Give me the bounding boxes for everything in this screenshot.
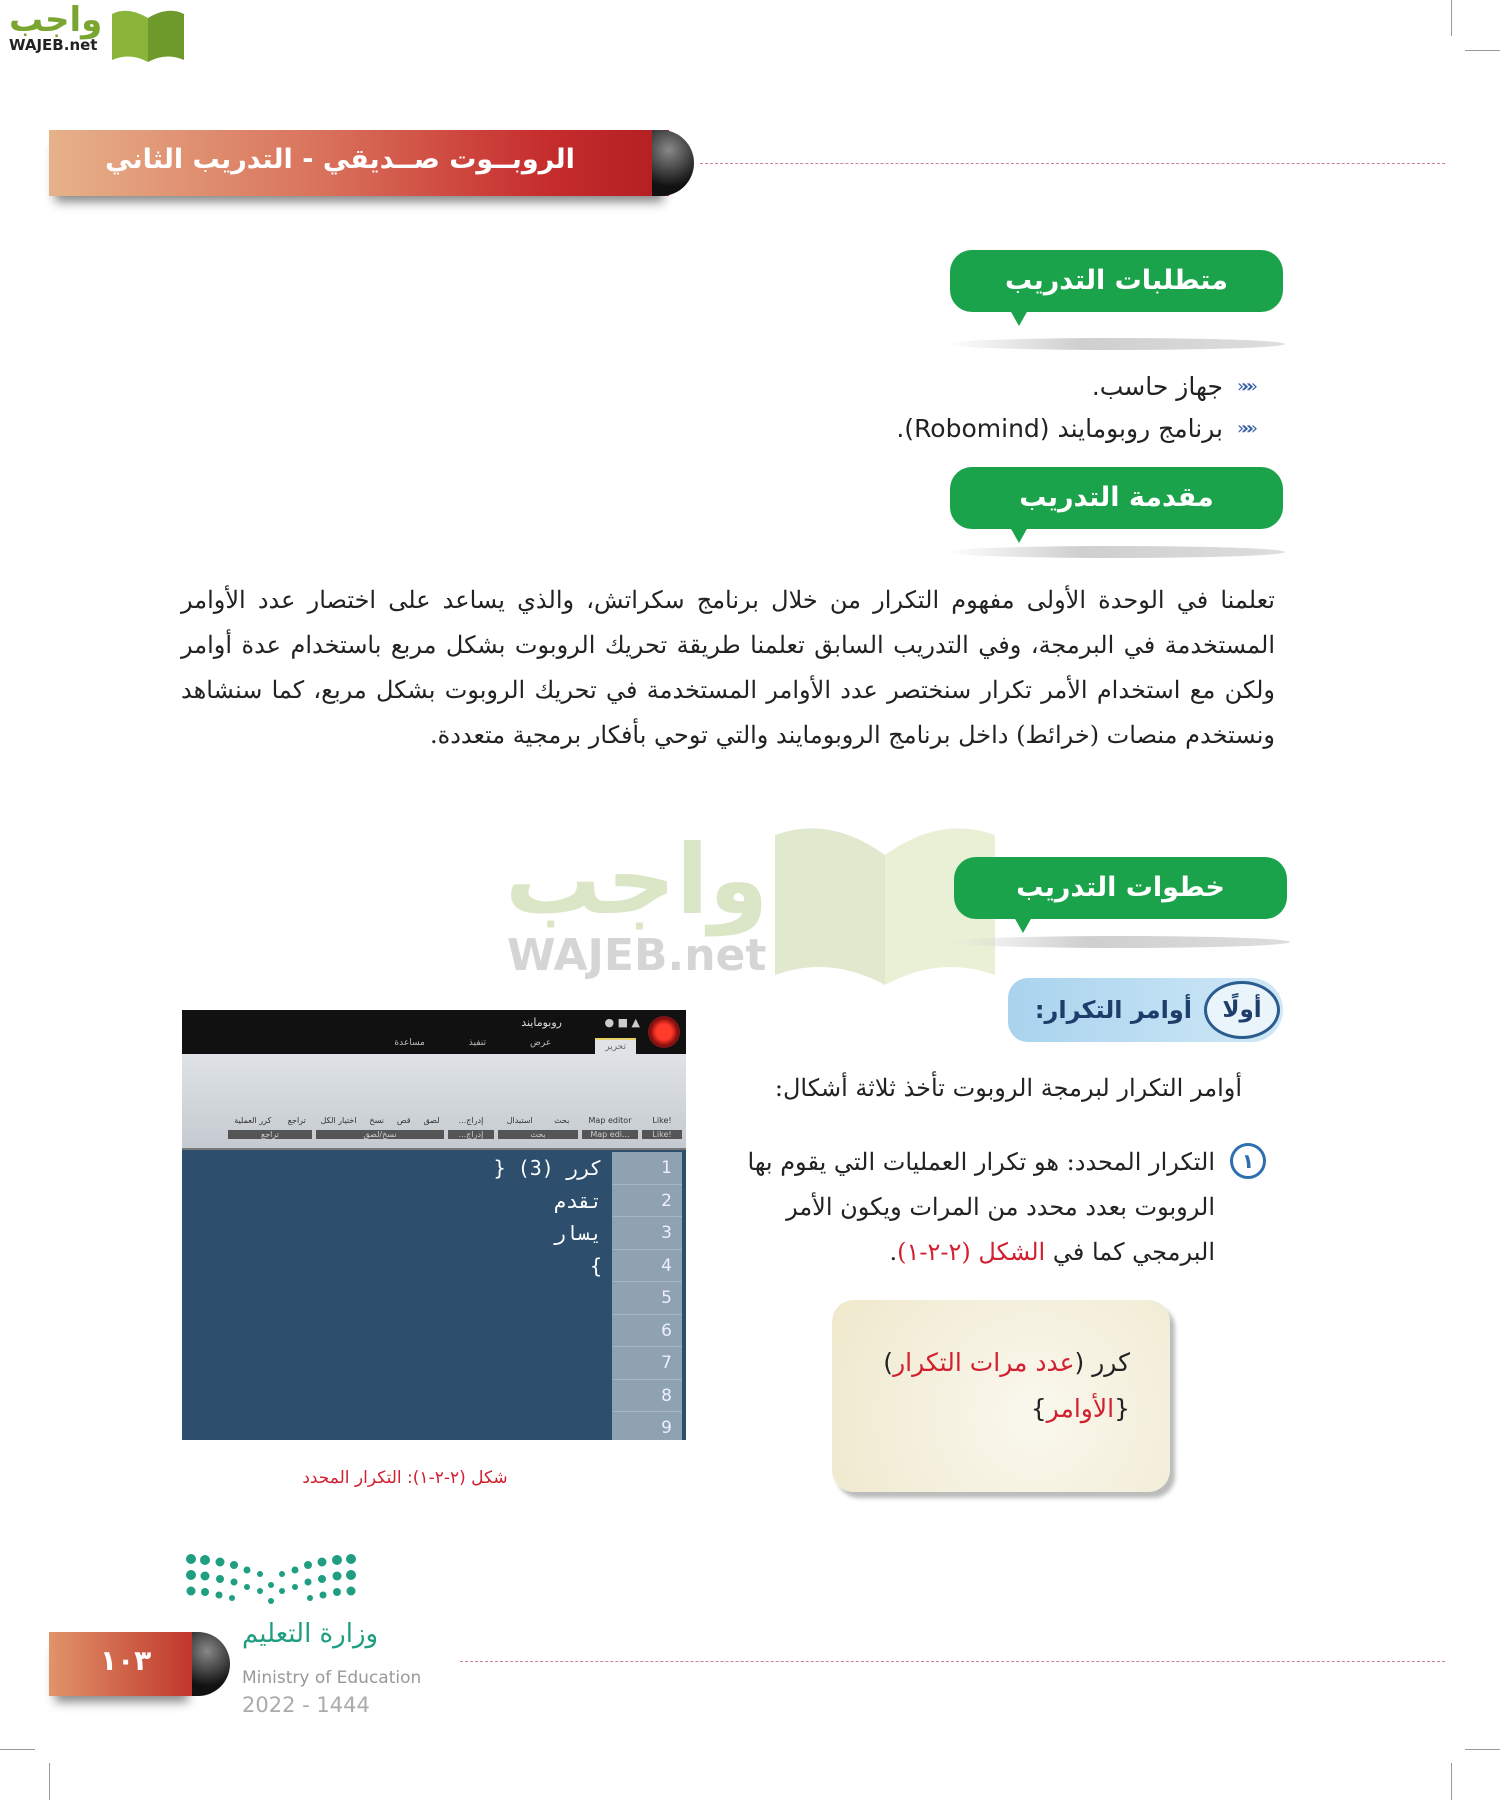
- ministry-name-ar: وزارة التعليم: [242, 1619, 379, 1649]
- ribbon-group-insert: إدراج... إدراج...: [448, 1058, 494, 1139]
- ribbon-group-clipboard: لصق قص نسخ اختيار الكل نسخ/لصق: [316, 1058, 444, 1139]
- ribbon-group-undo: تراجع كرر العملية تراجع: [228, 1058, 312, 1139]
- tab-edit[interactable]: تحرير: [595, 1038, 636, 1054]
- quick-access-icons[interactable]: ● ■ ▲: [604, 1016, 640, 1029]
- tab-view[interactable]: عرض: [530, 1038, 552, 1048]
- chevrons-icon: «««: [1236, 376, 1252, 397]
- section-number: أولًا: [1204, 981, 1280, 1039]
- wajeb-logo[interactable]: واجب WAJEB.net: [9, 0, 103, 54]
- band-cap: [192, 1632, 230, 1696]
- banner-cap: [652, 130, 694, 196]
- crop-mark: [0, 1749, 35, 1750]
- ribbon: [182, 1054, 686, 1150]
- intro-paragraph: تعلمنا في الوحدة الأولى مفهوم التكرار من خلال برنامج سكراتش، والذي يساعد على اختصار عدد الأوامر المستخدمة في البرمجة، وفي التدريب السابق تعلمنا طريقة تحريك الروبوت بشكل مربع باستخدام عدة أوامر ولكن مع استخدام الأمر تكرار سنختصر عدد الأوامر المستخدمة في تحريك الروبوت بشكل مربع، كما سنشاهد ونستخدم منصات (خرائط) داخل برنامج الروبومايند والتي توحي بأفكار برمجية متعددة.: [181, 586, 1275, 749]
- watermark: واجب WAJEB.net: [505, 824, 769, 981]
- dashed-divider: [700, 163, 1445, 164]
- lead-text: أوامر التكرار لبرمجة الروبوت تأخذ ثلاثة أشكال:: [774, 1074, 1242, 1102]
- item1-text: التكرار المحدد: هو تكرار العمليات التي يقوم بها الروبوت بعدد محدد من المرات ويكون الأمر البرمجي كما في الشكل (٢-٢-١).: [747, 1148, 1215, 1266]
- tab-help[interactable]: مساعدة: [394, 1038, 425, 1048]
- ribbon-group-like: Like! Like!: [642, 1058, 682, 1139]
- title-bar: ● ■ ▲ روبومايند تحرير عرض تنفيذ مساعدة: [182, 1010, 686, 1054]
- crop-mark: [1451, 1763, 1452, 1800]
- ministry-name-en: Ministry of Education: [242, 1668, 422, 1688]
- item-number-badge: ١: [1230, 1143, 1266, 1179]
- page-number: ١٠٣: [100, 1644, 152, 1677]
- ministry-logo-icon: [185, 1553, 360, 1613]
- requirements-heading: متطلبات التدريب: [950, 250, 1283, 312]
- page-title: الروبــوت صــديقي - التدريب الثاني: [105, 144, 575, 175]
- figure-caption: شكل (٢-٢-١): التكرار المحدد: [302, 1468, 508, 1488]
- section-subheading: أولًا أوامر التكرار:: [1008, 978, 1283, 1042]
- chevrons-icon: «««: [1236, 418, 1252, 439]
- intro-heading: مقدمة التدريب: [950, 467, 1283, 529]
- ribbon-group-search: بحث استبدال بحث: [498, 1058, 578, 1139]
- robomind-screenshot: [182, 1010, 686, 1440]
- tab-run[interactable]: تنفيذ: [468, 1038, 487, 1048]
- figure-reference[interactable]: الشكل (٢-٢-١): [897, 1238, 1046, 1266]
- dashed-divider: [460, 1661, 1445, 1662]
- list-item: ««« برنامج روبومايند (Robomind).: [896, 414, 1252, 443]
- crop-mark: [1465, 50, 1500, 51]
- crop-mark: [1451, 0, 1452, 36]
- heading-shadow: [950, 936, 1290, 948]
- edition-year: 2022 - 1444: [242, 1693, 370, 1717]
- code-editor[interactable]: كرر (3) { تقدم يسار }: [493, 1156, 602, 1278]
- heading-shadow: [945, 338, 1285, 350]
- list-item: ««« جهاز حاسب.: [1091, 372, 1252, 401]
- crop-mark: [1465, 1749, 1500, 1750]
- crop-mark: [49, 1763, 50, 1800]
- syntax-box: كرر (عدد مرات التكرار) {الأوامر}: [832, 1300, 1170, 1492]
- steps-heading: خطوات التدريب: [954, 857, 1287, 919]
- heading-shadow: [945, 546, 1285, 558]
- ribbon-tabs: [394, 1038, 636, 1054]
- app-orb-icon[interactable]: [648, 1016, 680, 1048]
- ribbon-group-map: Map editor Map edi...: [582, 1058, 638, 1139]
- line-number-gutter: 1 2 3 4 5 6 7 8 9: [612, 1152, 682, 1440]
- book-icon: [108, 4, 188, 64]
